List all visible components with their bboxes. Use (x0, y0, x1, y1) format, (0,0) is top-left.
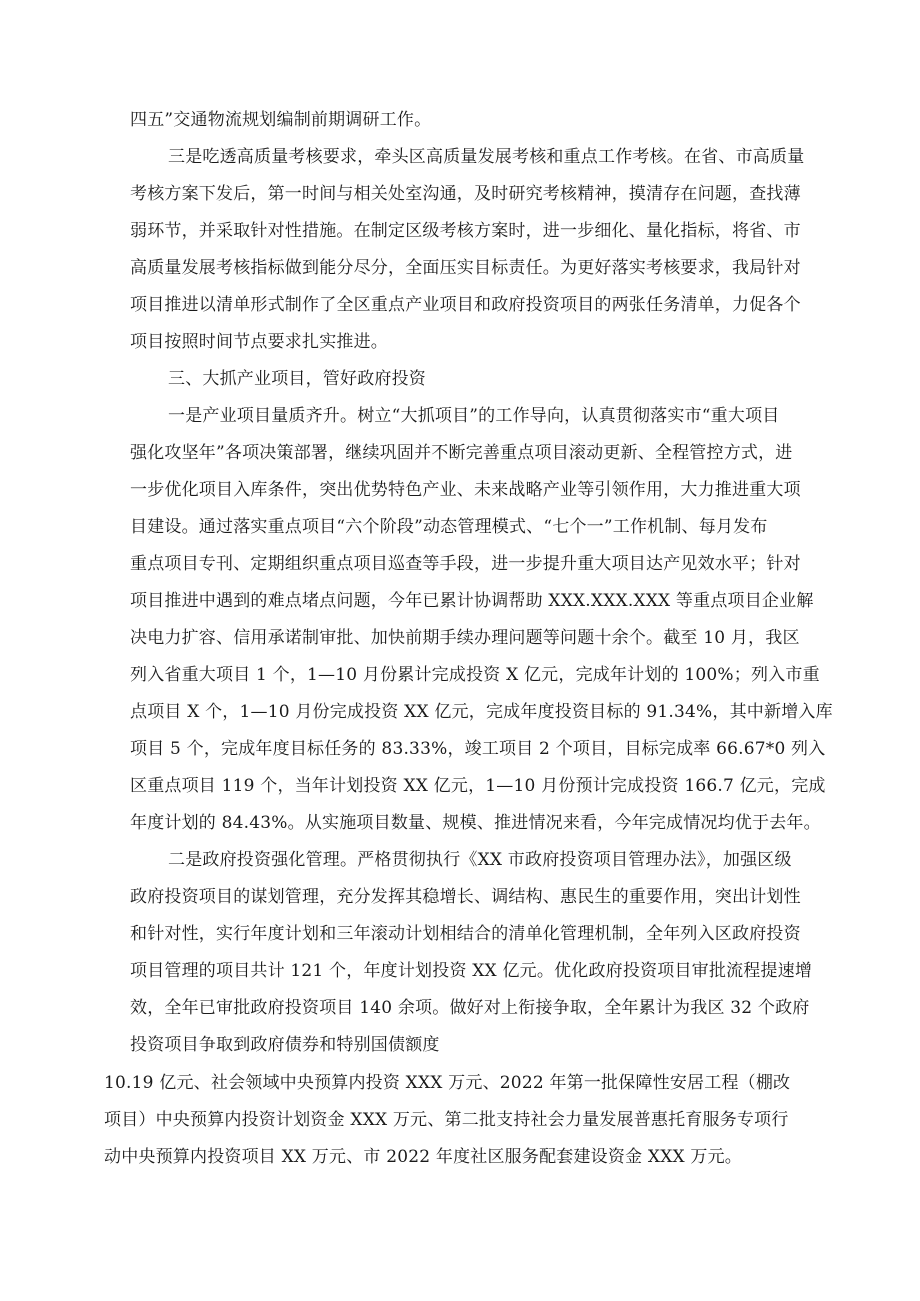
section-heading: 三、大抓产业项目，管好政府投资 (168, 369, 426, 389)
text-line: 项目）中央预算内投资计划资金 XXX 万元、第二批支持社会力量发展普惠托育服务专项行 (104, 1110, 789, 1130)
text-line: 一步优化项目入库条件，突出优势特色产业、未来战略产业等引领作用，大力推进重大项 (130, 480, 801, 500)
text-line: 和针对性，实行年度计划和三年滚动计划相结合的清单化管理机制，全年列入区政府投资 (130, 924, 801, 944)
text-line: 重点项目专刊、定期组织重点项目巡查等手段，进一步提升重大项目达产见效水平；针对 (130, 554, 801, 574)
text-line: 区重点项目 119 个，当年计划投资 XX 亿元，1—10 月份预计完成投资 166.7 亿元，完成 (130, 776, 826, 796)
text-line: 弱环节，并采取针对性措施。在制定区级考核方案时，进一步细化、量化指标，将省、市 (130, 221, 801, 241)
text-line: 一是产业项目量质齐升。树立“大抓项目”的工作导向，认真贯彻落实市“重大项目 (168, 406, 780, 426)
text-line: 三是吃透高质量考核要求，牵头区高质量发展考核和重点工作考核。在省、市高质量 (168, 147, 805, 167)
text-line: 决电力扩容、信用承诺制审批、加快前期手续办理问题等问题十余个。截至 10 月，我区 (130, 628, 800, 648)
text-line: 项目推进以清单形式制作了全区重点产业项目和政府投资项目的两张任务清单，力促各个 (130, 295, 801, 315)
text-line: 项目管理的项目共计 121 个，年度计划投资 XX 亿元。优化政府投资项目审批流程提速增 (130, 961, 813, 981)
text-line: 强化攻坚年”各项决策部署，继续巩固并不断完善重点项目滚动更新、全程管控方式，进 (130, 443, 793, 463)
text-line: 高质量发展考核指标做到能分尽分，全面压实目标责任。为更好落实考核要求，我局针对 (130, 258, 801, 278)
text-line: 10.19 亿元、社会领域中央预算内投资 XXX 万元、2022 年第一批保障性安居工程（棚改 (104, 1073, 791, 1093)
text-line: 动中央预算内投资项目 XX 万元、市 2022 年度社区服务配套建设资金 XXX 万元。 (104, 1147, 742, 1167)
text-line: 列入省重大项目 1 个，1—10 月份累计完成投资 X 亿元，完成年计划的 100%；列入市重 (130, 665, 820, 685)
text-line: 效，全年已审批政府投资项目 140 余项。做好对上衔接争取，全年累计为我区 32 个政府 (130, 998, 810, 1018)
text-line: 项目按照时间节点要求扎实推进。 (130, 332, 388, 352)
text-line: 投资项目争取到政府债券和特别国债额度 (130, 1035, 440, 1055)
text-line: 项目 5 个，完成年度目标任务的 83.33%，竣工项目 2 个项目，目标完成率 66.67*0 列入 (130, 739, 826, 759)
text-line: 目建设。通过落实重点项目“六个阶段”动态管理模式、“七个一”工作机制、每月发布 (130, 517, 768, 537)
text-line: 二是政府投资强化管理。严格贯彻执行《XX 市政府投资项目管理办法》，加强区级 (168, 850, 792, 870)
text-line: 项目推进中遇到的难点堵点问题，今年已累计协调帮助 XXX.XXX.XXX 等重点项目企业解 (130, 591, 814, 611)
text-line: 政府投资项目的谋划管理，充分发挥其稳增长、调结构、惠民生的重要作用，突出计划性 (130, 887, 801, 907)
text-line: 四五”交通物流规划编制前期调研工作。 (130, 110, 432, 130)
text-line: 年度计划的 84.43%。从实施项目数量、规模、推进情况来看，今年完成情况均优于去年。 (130, 813, 821, 833)
text-line: 考核方案下发后，第一时间与相关处室沟通，及时研究考核精神，摸清存在问题，查找薄 (130, 184, 801, 204)
text-line: 点项目 X 个，1—10 月份完成投资 XX 亿元，完成年度投资目标的 91.34%，其中新增入库 (130, 702, 833, 722)
